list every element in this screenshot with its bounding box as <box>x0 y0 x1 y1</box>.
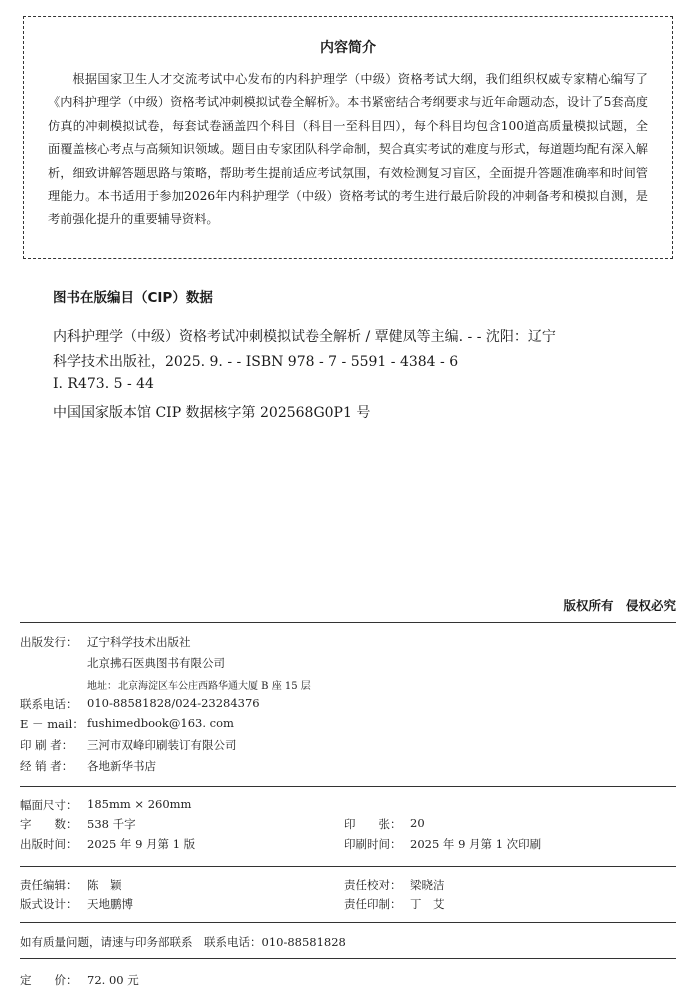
price-label: 定 价： <box>20 973 78 987</box>
sheets-value: 20 <box>410 816 425 830</box>
divider-2 <box>20 786 676 787</box>
address-value: 北京海淀区车公庄西路华通大厦 B 座 15 层 <box>118 681 311 692</box>
phone-value: 010-88581828/024-23284376 <box>87 696 260 710</box>
rights-notice: 版权所有 侵权必究 <box>563 598 676 613</box>
print-supervisor-label: 责任印制： <box>344 897 402 911</box>
publisher-name-2: 北京拂石医典图书有限公司 <box>87 656 225 670</box>
pubtime-value: 2025 年 9 月第 1 版 <box>87 837 196 851</box>
email-label: E － mail： <box>20 717 84 731</box>
editor-label: 责任编辑： <box>20 878 78 892</box>
divider-4 <box>20 922 676 923</box>
cip-heading: 图书在版编目（CIP）数据 <box>53 290 213 306</box>
words-value: 538 千字 <box>87 817 136 831</box>
cip-line-2: 科学技术出版社，2025. 9. - - ISBN 978 - 7 - 5591 - 4384 - 6 <box>53 354 459 370</box>
printer-label: 印 刷 者： <box>20 738 74 752</box>
size-value: 185mm × 260mm <box>87 797 192 811</box>
design-value: 天地鹏博 <box>87 897 133 911</box>
printer-value: 三河市双峰印刷装订有限公司 <box>87 738 237 752</box>
intro-title: 内容简介 <box>320 40 376 56</box>
proof-label: 责任校对： <box>344 878 402 892</box>
address-label: 地址： <box>87 681 117 692</box>
publisher-label: 出版发行： <box>20 635 78 649</box>
email-value: fushimedbook@163. com <box>87 716 234 730</box>
cip-line-1: 内科护理学（中级）资格考试冲刺模拟试卷全解析 / 覃健凤等主编. - - 沈阳：辽宁 <box>53 329 556 345</box>
editor-value: 陈 颖 <box>87 878 122 892</box>
pubtime-label: 出版时间： <box>20 837 78 851</box>
divider-5 <box>20 958 676 959</box>
cip-line-3: Ⅰ. R473. 5 - 44 <box>53 376 154 392</box>
size-label: 幅面尺寸： <box>20 798 78 812</box>
intro-body: 根据国家卫生人才交流考试中心发布的内科护理学（中级）资格考试大纲，我们组织权威专家精心编写了《内科护理学（中级）资格考试冲刺模拟试卷全解析》。本书紧密结合考纲要求与近年命题动态，设计了5套高度仿真的冲刺模拟试卷，每套试卷涵盖四个科目（科目一至科目四），每个科目均包含100道高质量模拟试题，全面覆盖核心考点与高频知识领域。题目由专家团队科学命制，契合真实考试的难度与形式，每道题均配有深入解析，细致讲解答题思路与策略，帮助考生提前适应考试氛围，有效检测复习盲区，全面提升答题准确率和时间管理能力。本书适用于参加2026年内科护理学（中级）资格考试的考生进行最后阶段的冲刺备考和模拟自测，是考前强化提升的重要辅导资料。 <box>48 72 648 227</box>
cip-line-4: 中国国家版本馆 CIP 数据核字第 202568G0P1 号 <box>53 405 371 421</box>
print-supervisor-value: 丁 艾 <box>410 897 445 911</box>
divider-3 <box>20 866 676 867</box>
publisher-name-1: 辽宁科学技术出版社 <box>87 635 191 649</box>
design-label: 版式设计： <box>20 897 78 911</box>
price-value: 72. 00 元 <box>87 973 139 987</box>
sheets-label: 印 张： <box>344 817 402 831</box>
seller-label: 经 销 者： <box>20 759 74 773</box>
proof-value: 梁晓洁 <box>410 878 445 892</box>
phone-label: 联系电话： <box>20 697 78 711</box>
quality-note: 如有质量问题，请速与印务部联系 联系电话：010-88581828 <box>20 935 346 949</box>
seller-value: 各地新华书店 <box>87 759 156 773</box>
words-label: 字 数： <box>20 817 78 831</box>
printtime-value: 2025 年 9 月第 1 次印刷 <box>410 837 542 851</box>
printtime-label: 印刷时间： <box>344 837 402 851</box>
intro-box <box>23 16 673 259</box>
divider-1 <box>20 622 676 623</box>
